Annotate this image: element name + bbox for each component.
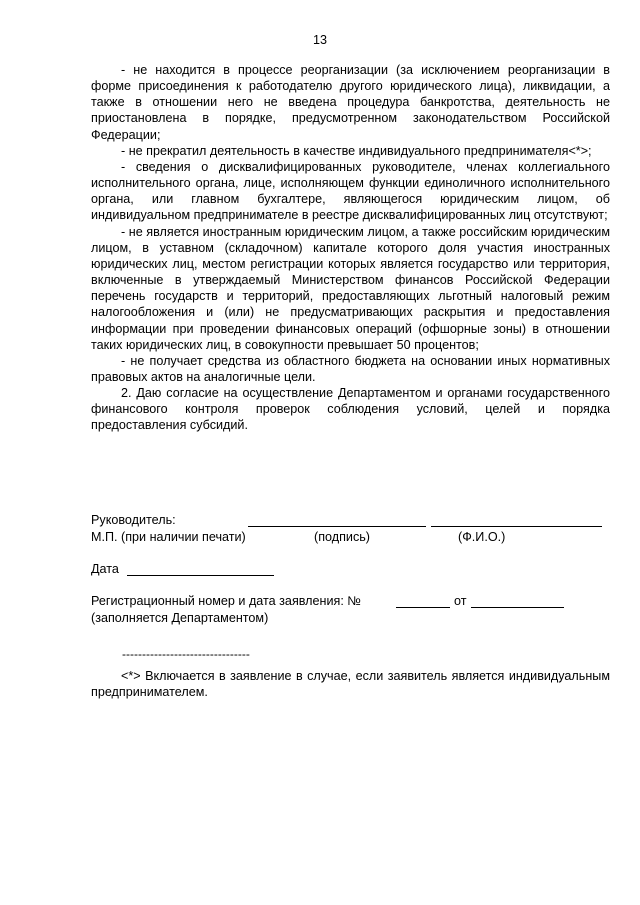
paragraph-foreign-entity: - не является иностранным юридическим лицом, а также российским юридическим лицом, в уставном (складочном) капитале которого доля участия иностранных юридических лиц, местом регистрации которых является государство или территория, включенные в утверждаемый Министерством финансов Российской Федерации перечень государств и территорий, предоставляющих льготный налоговый режим налогообложения и (или) не предусматривающих раскрытия и предоставления информации при проведении финансовых операций (офшорные зоны) в отношении таких юридических лиц, в совокупности превышает 50 процентов; xyxy=(91,224,610,352)
paragraph-entrepreneur-activity: - не прекратил деятельность в качестве индивидуального предпринимателя<*>; xyxy=(121,143,592,158)
signature-caption: (подпись) xyxy=(314,530,370,544)
registration-note: (заполняется Департаментом) xyxy=(91,611,269,625)
footnote-separator: -------------------------------- xyxy=(122,647,250,661)
head-label: Руководитель: xyxy=(91,513,176,527)
name-caption: (Ф.И.О.) xyxy=(458,530,506,544)
registration-label: Регистрационный номер и дата заявления: № xyxy=(91,594,361,608)
paragraph-consent: 2. Даю согласие на осуществление Департаментом и органами государственного финансового контроля проверок соблюдения условий, целей и порядка предоставления субсидий. xyxy=(91,386,610,433)
date-label: Дата xyxy=(91,562,119,576)
paragraph-disqualified-persons: - сведения о дисквалифицированных руководителе, членах коллегиального исполнительного органа, лице, исполняющем функции единоличного исполнительного органа, или главном бухгалтере, являющегося юридическим лицом, об индивидуальном предпринимателе в реестре дисквалифицированных лиц отсутствуют; xyxy=(91,159,610,223)
date-line[interactable] xyxy=(127,575,274,576)
registration-date-line[interactable] xyxy=(471,607,564,608)
registration-number-line[interactable] xyxy=(396,607,450,608)
paragraph-reorganization: - не находится в процессе реорганизации (за исключением реорганизации в форме присоединения к работодателю другого юридического лица), ликвидации, а также в отношении него не введена процедура банкротства, деятельность не приостановлена в порядке, предусмотренном законодательством Российской Федерации; xyxy=(91,63,610,142)
stamp-label: М.П. (при наличии печати) xyxy=(91,530,246,544)
name-line[interactable] xyxy=(431,526,602,527)
page-number: 13 xyxy=(312,33,327,47)
registration-from-label: от xyxy=(454,594,467,608)
document-body xyxy=(91,62,610,434)
signature-line[interactable] xyxy=(248,526,426,527)
footnote: <*> Включается в заявление в случае, если заявитель является индивидуальным предпринимателем. xyxy=(91,669,610,700)
paragraph-regional-budget: - не получает средства из областного бюджета на основании иных нормативных правовых актов на аналогичные цели. xyxy=(91,353,610,384)
